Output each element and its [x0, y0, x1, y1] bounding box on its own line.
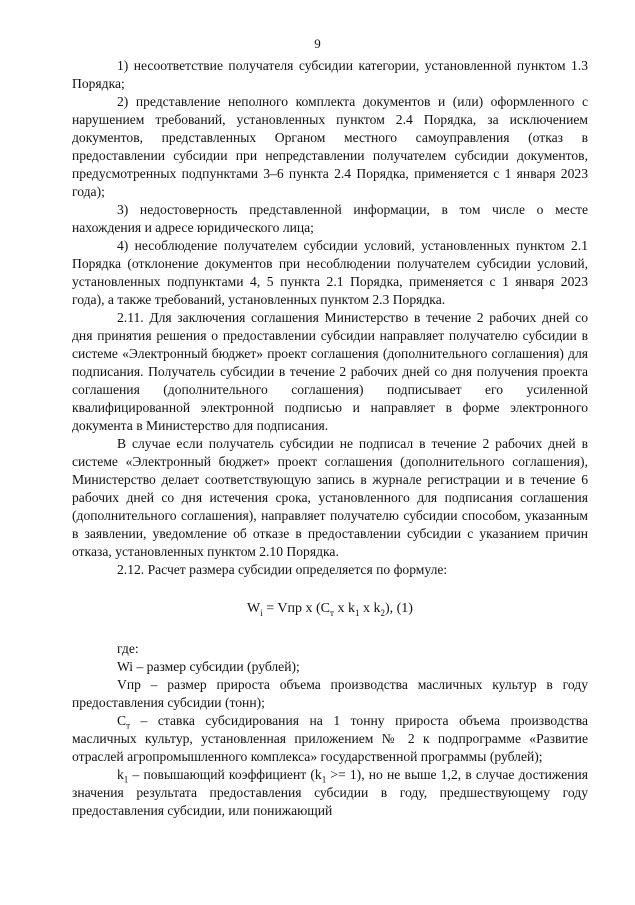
symbol-c: С	[117, 713, 127, 728]
formula-k2-sub: 2	[380, 607, 385, 618]
formula-tail: ), (1)	[384, 601, 413, 616]
subsidy-formula	[72, 600, 588, 618]
formula-k2: x k	[359, 601, 381, 616]
paragraph-refusal-reason-1: 1) несоответствие получателя субсидии категории, установленной пунктом 1.3 Порядка;	[72, 58, 588, 91]
paragraph-ct-definition	[72, 712, 588, 766]
paragraph-unsigned-agreement: В случае если получатель субсидии не подписал в течение 2 рабочих дней в системе «Электронный бюджет» проект соглашения (дополнительного соглашения), Министерство делает соответствующую запись в журнале регистрации и в течение 6 рабочих дней со дня истечения срока, установленного для подписания соглашения (дополнительного соглашения), направляет получателю субсидии способом, указанным в заявлении, уведомление об отказе в предоставлении субсидии с указанием причин отказа, установленных пунктом 2.10 Порядка.	[72, 436, 588, 559]
formula-k1-sub: 1	[354, 607, 360, 618]
paragraph-wi-definition: Wi – размер субсидии (рублей);	[117, 659, 300, 674]
paragraph-vpr-definition: Vпр – размер прироста объема производства масличных культур в году предоставления субсидии (тонн);	[72, 677, 588, 710]
paragraph-where: где:	[117, 641, 139, 656]
ct-definition-text: – ставка субсидирования на 1 тонну прироста объема производства масличных культур, установленная приложением № 2 к подпрограмме «Развитие отраслей агропромышленного комплекса» государственной программы (рублей);	[72, 713, 588, 764]
k1-definition-text: – повышающий коэффициент (k	[128, 767, 322, 782]
paragraph-k1-definition	[72, 766, 588, 820]
paragraph-2-12: 2.12. Расчет размера субсидии определяется по формуле:	[117, 562, 448, 577]
symbol-k-sub: 1	[123, 774, 129, 785]
page-number: 9	[314, 36, 321, 51]
formula-w: W	[247, 601, 261, 616]
symbol-c-sub: т	[126, 720, 131, 731]
k1-definition-text-2: >= 1), но не выше 1,2, в случае достижения значения результата предоставления субсидии в году, предшествующему году предоставления субсидии, или понижающий	[72, 767, 588, 818]
formula-k1: x k	[333, 601, 355, 616]
paragraph-refusal-reason-3: 3) недостоверность представленной информации, в том числе о месте нахождения и адресе юридического лица;	[72, 202, 588, 235]
formula-c-sub: т	[330, 607, 334, 618]
paragraph-2-11: 2.11. Для заключения соглашения Министерство в течение 2 рабочих дней со дня принятия решения о предоставлении субсидии направляет получателю субсидии в системе «Электронный бюджет» проект соглашения (дополнительного соглашения) для подписания. Получатель субсидии в течение 2 рабочих дней со дня получения проекта соглашения (дополнительного соглашения) подписывает его усиленной квалифицированной электронной подписью и направляет в форме электронного документа в Министерство для подписания.	[72, 310, 588, 433]
symbol-k: k	[117, 767, 124, 782]
symbol-k-sub-inline: 1	[321, 774, 327, 785]
document-body	[72, 57, 588, 820]
formula-eq: = Vпр x (С	[262, 601, 331, 616]
paragraph-refusal-reason-2: 2) представление неполного комплекта документов и (или) оформленного с нарушением требований, установленных пунктом 2.4 Порядка, за исключением документов, представленных Органом местного самоуправления (отказ в предоставлении субсидии при непредставлении получателем субсидии документов, предусмотренных подпунктами 3–6 пункта 2.4 Порядка, применяется с 1 января 2023 года);	[72, 94, 588, 199]
paragraph-refusal-reason-4: 4) несоблюдение получателем субсидии условий, установленных пунктом 2.1 Порядка (отклонение документов при несоблюдении получателем субсидии условий, установленных подпунктами 4, 5 пункта 2.1 Порядка, применяется с 1 января 2023 года), а также требований, установленных пунктом 2.3 Порядка.	[72, 238, 588, 307]
formula-w-sub: i	[260, 607, 263, 618]
